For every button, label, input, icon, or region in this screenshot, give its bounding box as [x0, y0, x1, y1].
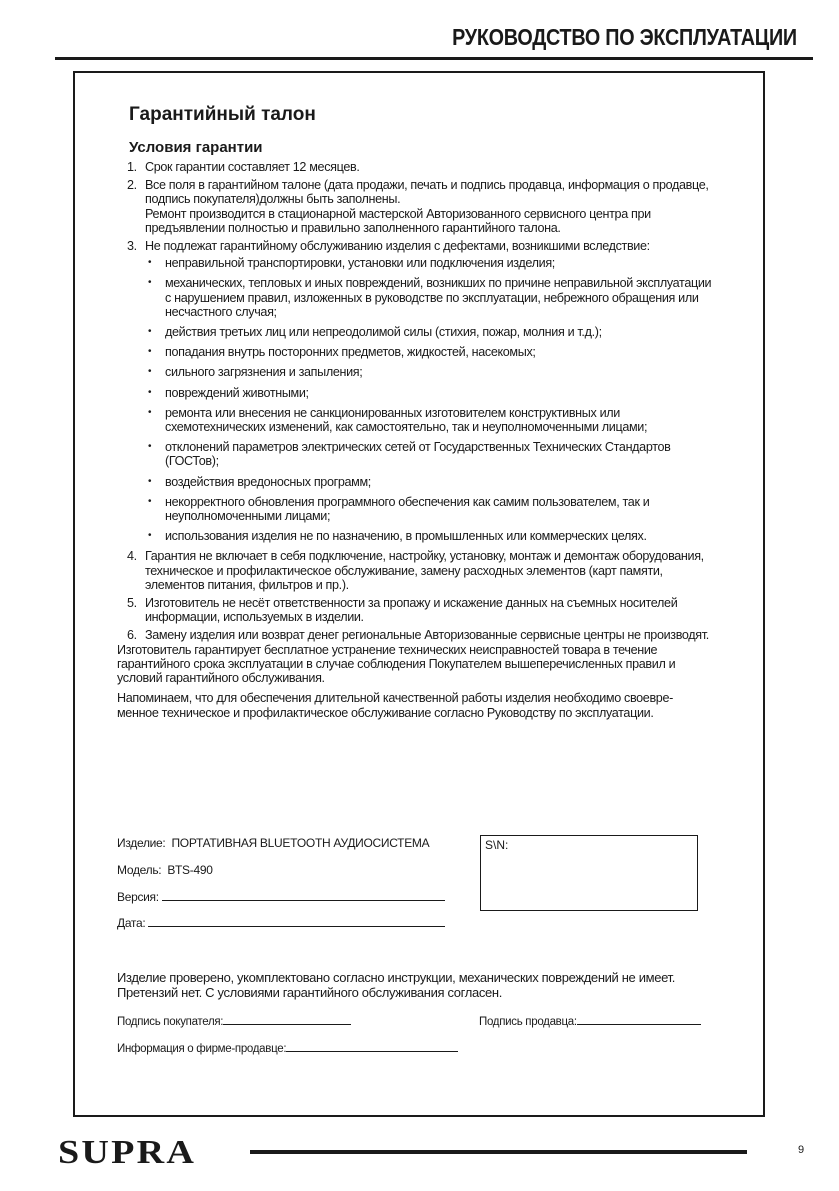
version-field [117, 890, 445, 904]
item-number: 3. [127, 239, 137, 254]
bullet-item: • некорректного обновления программного обеспечения как самим пользователем, так и неуполномоченными лицами; [145, 495, 712, 523]
version-label: Версия: [117, 890, 159, 904]
date-label: Дата: [117, 916, 146, 930]
seller-info-field [117, 1041, 458, 1055]
list-item [117, 549, 712, 592]
bullet-item: • ремонта или внесения не санкционированных изготовителем конструктивных или схемотехнических изменений, как самостоятельно, так и неуполномоченными лицами; [145, 406, 712, 434]
item-text: Все поля в гарантийном талоне (дата продажи, печать и подпись продавца, информация о продавце, подпись покупателя)должны быть заполнены. [145, 178, 709, 207]
list-item [117, 178, 712, 235]
item-number: 2. [127, 178, 137, 193]
seller-signature-field [479, 1014, 701, 1028]
item-text: Изготовитель не несёт ответственности за пропажу и искажение данных на съемных носителей информации, используемых в изделии. [145, 596, 678, 625]
list-item [117, 628, 712, 642]
bullet-item: • сильного загрязнения и запыления; [145, 365, 712, 379]
item-number: 1. [127, 160, 137, 174]
bullet-item: • механических, тепловых и иных повреждений, возникших по причине неправильной эксплуатации с нарушением правил, изложенных в руководстве по эксплуатации, небрежного обращения или несчастного случая; [145, 276, 712, 319]
model-value: BTS-490 [167, 863, 213, 877]
bullet-item: • повреждений животными; [145, 386, 712, 400]
bullet-item: • действия третьих лиц или непреодолимой силы (стихия, пожар, молния и т.д.); [145, 325, 712, 339]
item-text: Не подлежат гарантийному обслуживанию изделия с дефектами, возникшими вследствие: [145, 239, 650, 254]
buyer-signature-line[interactable] [223, 1014, 351, 1025]
seller-signature-label: Подпись продавца: [479, 1016, 577, 1028]
bullet-item: • попадания внутрь посторонних предметов, жидкостей, насекомых; [145, 345, 712, 359]
section-title: Условия гарантии [129, 139, 263, 156]
exclusions-list [145, 256, 712, 543]
seller-signature-line[interactable] [577, 1014, 701, 1025]
buyer-signature-label: Подпись покупателя: [117, 1016, 224, 1028]
seller-info-line[interactable] [286, 1041, 458, 1052]
bullet-item: • отклонений параметров электрических сетей от Государственных Технических Стандартов (ГОСТов); [145, 440, 712, 468]
guarantee-paragraph: Изготовитель гарантирует бесплатное устранение технических неисправностей товара в течение гарантийного срока эксплуатации в случае соблюдения Покупателем вышеперечисленных правил и условий гарантийного обслуживания. [117, 642, 676, 686]
page-header-title: РУКОВОДСТВО ПО ЭКСПЛУАТАЦИИ [452, 24, 797, 50]
item-number: 4. [127, 549, 137, 564]
bullet-item: • использования изделия не по назначению, в промышленных или коммерческих целях. [145, 529, 712, 543]
brand-logo: SUPRA [58, 1134, 197, 1171]
model-label: Модель: [117, 863, 162, 877]
footer-divider [250, 1150, 747, 1154]
warranty-content [117, 104, 712, 726]
item-number: 5. [127, 596, 137, 611]
product-value: ПОРТАТИВНАЯ BLUETOOTH АУДИОСИСТЕМА [171, 836, 430, 850]
model-field [117, 863, 213, 877]
list-item [117, 596, 712, 624]
list-item [117, 239, 712, 543]
bullet-item: • воздействия вредоносных программ; [145, 475, 712, 489]
product-field [117, 836, 429, 850]
item-text: Срок гарантии составляет 12 месяцев. [145, 160, 360, 174]
document-title: Гарантийный талон [129, 104, 316, 125]
acceptance-statement: Изделие проверено, укомплектовано согласно инструкции, механических повреждений не имеет. Претензий нет. С условиями гарантийного обслуживания согласен. [117, 970, 675, 1000]
serial-number-label: S\N: [485, 838, 509, 852]
date-field [117, 916, 445, 930]
item-number: 6. [127, 628, 137, 643]
maintenance-reminder-paragraph: Напоминаем, что для обеспечения длительной качественной работы изделия необходимо своевре-менное техническое и профилактическое обслуживание согласно Руководству по эксплуатации. [117, 691, 673, 720]
serial-number-box[interactable] [480, 835, 698, 911]
list-item [117, 160, 712, 174]
buyer-signature-field [117, 1014, 351, 1028]
page-number: 9 [798, 1144, 805, 1156]
header-divider [55, 57, 813, 60]
bullet-item: • неправильной транспортировки, установки или подключения изделия; [145, 256, 712, 270]
item-text: Гарантия не включает в себя подключение, настройку, установку, монтаж и демонтаж оборудования, техническое и профилактическое обслуживание, замену расходных элементов (карт памяти, элементов питания, фильтров и пр.). [145, 549, 704, 592]
closing-section [117, 970, 717, 1000]
seller-info-label: Информация о фирме-продавце: [117, 1043, 287, 1055]
product-label: Изделие: [117, 836, 166, 850]
version-input-line[interactable] [162, 890, 445, 901]
date-input-line[interactable] [148, 916, 445, 927]
item-text-continued: Ремонт производится в стационарной мастерской Авторизованного сервисного центра при предъявлении полностью и правильно заполненного гарантийного талона. [145, 206, 651, 235]
terms-list [117, 160, 712, 643]
item-text: Замену изделия или возврат денег региональные Авторизованные сервисные центры не производят. [145, 628, 709, 643]
